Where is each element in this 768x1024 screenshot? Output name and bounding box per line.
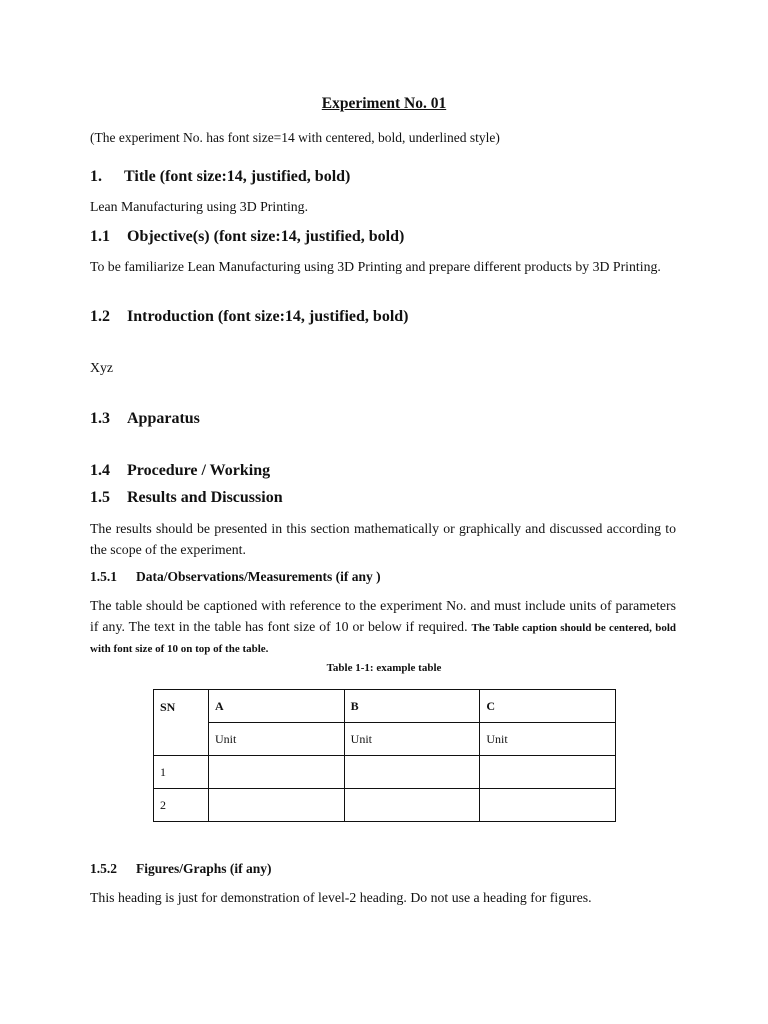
table-unit-a: Unit — [209, 723, 345, 756]
objective-heading — [90, 228, 404, 246]
table-cell — [344, 789, 480, 822]
apparatus-heading-number: 1.3 — [90, 410, 110, 427]
data-text-body: The table should be captioned with reference to the experiment No. and must include units of parameters if any. The text in the table has font size of 10 or below if required. — [90, 598, 676, 634]
data-heading-number: 1.5.1 — [90, 569, 117, 584]
title-heading — [90, 168, 350, 186]
table-unit-b: Unit — [344, 723, 480, 756]
table-header-row — [154, 690, 616, 723]
data-text — [90, 596, 676, 660]
experiment-title: Experiment No. 01 — [321, 95, 447, 112]
table-row — [154, 756, 616, 789]
figures-heading-number: 1.5.2 — [90, 861, 117, 876]
introduction-heading-text: Introduction (font size:14, justified, bold) — [127, 308, 409, 325]
apparatus-heading — [90, 410, 200, 428]
table-header-b: B — [344, 690, 480, 723]
apparatus-heading-text: Apparatus — [127, 410, 200, 427]
procedure-heading-text: Procedure / Working — [127, 462, 271, 479]
results-heading-number: 1.5 — [90, 489, 110, 506]
table-header-a: A — [209, 690, 345, 723]
data-heading-text: Data/Observations/Measurements (if any ) — [136, 569, 381, 584]
table-cell — [209, 756, 345, 789]
results-text: The results should be presented in this section mathematically or graphically and discussed according to the scope of the experiment. — [90, 521, 676, 557]
procedure-heading — [90, 462, 270, 480]
results-heading-text: Results and Discussion — [127, 489, 283, 506]
objective-text: To be familiarize Lean Manufacturing using 3D Printing and prepare different products by 3D Printing. — [90, 259, 661, 274]
introduction-heading-number: 1.2 — [90, 308, 110, 325]
table-cell — [344, 756, 480, 789]
example-table — [153, 689, 616, 822]
table-cell — [480, 756, 616, 789]
table-row-sn: 2 — [154, 789, 209, 822]
table-caption: Table 1-1: example table — [326, 662, 442, 674]
introduction-text: Xyz — [90, 360, 113, 375]
figures-text: This heading is just for demonstration of level-2 heading. Do not use a heading for figures. — [90, 890, 592, 905]
table-unit-c: Unit — [480, 723, 616, 756]
table-header-c: C — [480, 690, 616, 723]
title-heading-text: Title (font size:14, justified, bold) — [124, 168, 351, 185]
table-unit-row — [154, 723, 616, 756]
title-heading-number: 1. — [90, 168, 102, 185]
figures-heading-text: Figures/Graphs (if any) — [136, 861, 272, 876]
objective-heading-number: 1.1 — [90, 228, 110, 245]
results-heading — [90, 489, 283, 507]
table-header-sn: SN — [154, 690, 209, 756]
table-row-sn: 1 — [154, 756, 209, 789]
table-row — [154, 789, 616, 822]
procedure-heading-number: 1.4 — [90, 462, 110, 479]
data-heading — [90, 569, 381, 585]
introduction-heading — [90, 308, 409, 326]
objective-heading-text: Objective(s) (font size:14, justified, bold) — [127, 228, 405, 245]
table-cell — [480, 789, 616, 822]
figures-heading — [90, 861, 272, 877]
data-text-caption-rule: The Table caption should be centered, bold with font size of 10 on top of the table. — [90, 621, 677, 655]
experiment-note: (The experiment No. has font size=14 with centered, bold, underlined style) — [90, 130, 500, 145]
title-text: Lean Manufacturing using 3D Printing. — [90, 199, 309, 214]
table-cell — [209, 789, 345, 822]
